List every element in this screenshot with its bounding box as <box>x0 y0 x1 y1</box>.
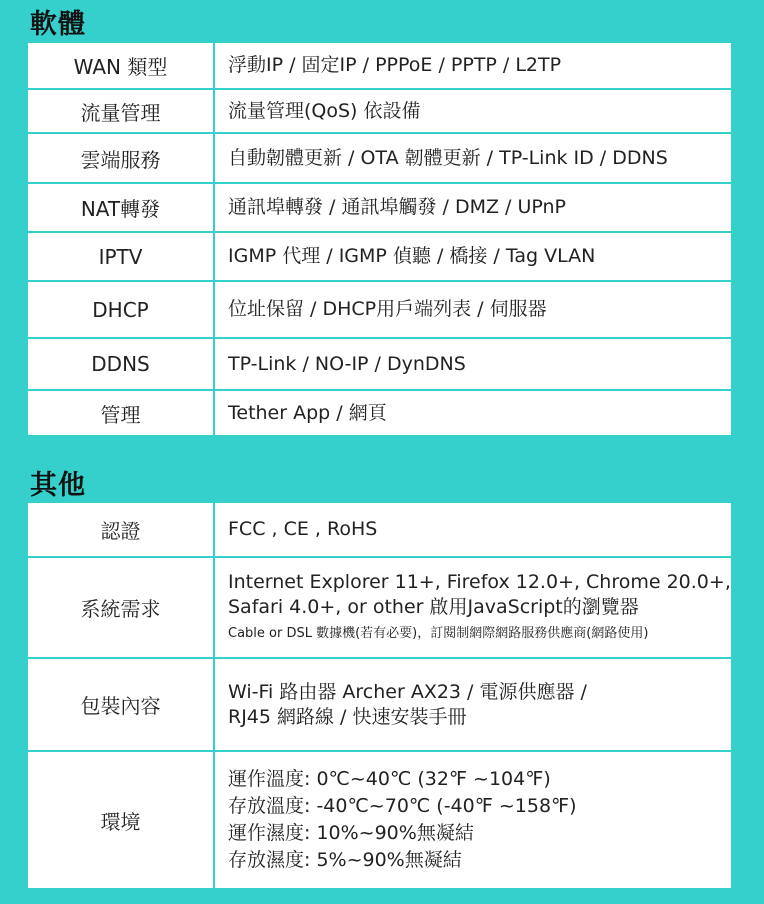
requirement-line: Internet Explorer 11+, Firefox 12.0+, Chrome 20.0+, <box>228 571 731 593</box>
spec-label: DHCP <box>28 282 215 339</box>
spec-value: 自動韌體更新 / OTA 韌體更新 / TP-Link ID / DDNS <box>215 134 731 184</box>
environment-line: 存放溫度: -40℃~70℃ (-40℉ ~158℉) <box>228 795 577 817</box>
other-spec-table <box>28 503 731 888</box>
requirement-line: Safari 4.0+, or other 啟用JavaScript的瀏覽器 <box>228 596 639 618</box>
spec-label: 環境 <box>28 752 215 888</box>
spec-value <box>215 558 731 659</box>
spec-label: 認證 <box>28 503 215 558</box>
spec-label: IPTV <box>28 233 215 282</box>
spec-label: WAN 類型 <box>28 43 215 90</box>
spec-value: 位址保留 / DHCP用戶端列表 / 伺服器 <box>215 282 731 339</box>
package-line: Wi-Fi 路由器 Archer AX23 / 電源供應器 / <box>228 680 587 703</box>
spec-value: Tether App / 網頁 <box>228 401 387 424</box>
spec-label: 流量管理 <box>28 90 215 134</box>
spec-label: 包裝內容 <box>28 659 215 752</box>
environment-line: 運作溫度: 0℃~40℃ (32℉ ~104℉) <box>228 768 551 790</box>
spec-label: NAT轉發 <box>28 184 215 233</box>
environment-line: 存放濕度: 5%~90%無凝結 <box>228 849 462 871</box>
spec-value: 流量管理(QoS) 依設備 <box>215 90 731 134</box>
software-section-title: 軟體 <box>30 9 86 40</box>
spec-label: DDNS <box>28 339 215 391</box>
other-section-title: 其他 <box>30 470 86 501</box>
environment-line: 運作濕度: 10%~90%無凝結 <box>228 822 474 844</box>
spec-value: IGMP 代理 / IGMP 偵聽 / 橋接 / Tag VLAN <box>215 233 731 282</box>
spec-value <box>215 752 731 888</box>
spec-value: 通訊埠轉發 / 通訊埠觸發 / DMZ / UPnP <box>215 184 731 233</box>
spec-value <box>215 659 731 752</box>
spec-label: 系統需求 <box>28 558 215 659</box>
package-line: RJ45 網路線 / 快速安裝手冊 <box>228 705 467 728</box>
spec-value: FCC , CE , RoHS <box>215 503 731 558</box>
software-spec-table <box>28 43 731 435</box>
spec-value: 浮動IP / 固定IP / PPPoE / PPTP / L2TP <box>215 43 731 90</box>
spec-label: 管理 <box>28 391 215 435</box>
spec-value: TP-Link / NO-IP / DynDNS <box>215 339 731 391</box>
spec-label: 雲端服務 <box>28 134 215 184</box>
requirement-note: Cable or DSL 數據機(若有必要)，訂閱制網際網路服務供應商(網路使用) <box>228 626 649 641</box>
